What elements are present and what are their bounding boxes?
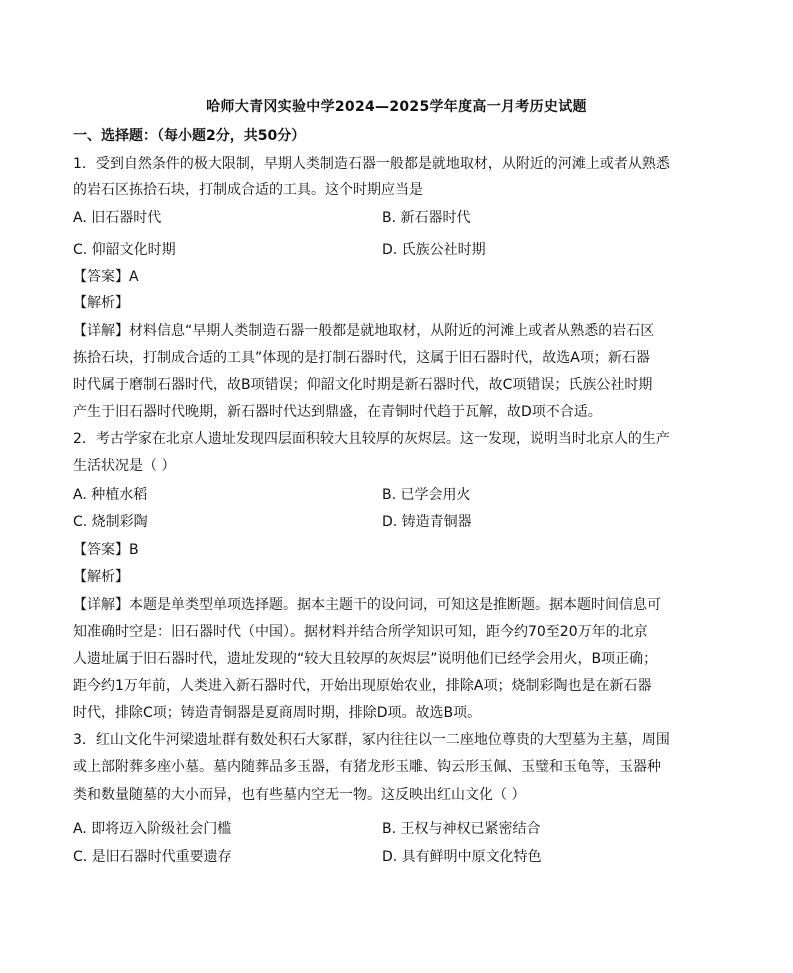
q2-detail-line-1: 【详解】本题是单类型单项选择题。据本主题干的设问词，可知这是推断题。据本题时间信息可 [73, 597, 661, 613]
q2-detail-line-5: 时代，排除C项；铸造青铜器是夏商周时期，排除D项。故选B项。 [73, 705, 482, 721]
q3-stem-line-2: 或上部附葬多座小墓。墓内随葬品多玉器，有猪龙形玉雕、钩云形玉佩、玉璧和玉龟等，玉器种 [73, 759, 661, 775]
q2-stem-line-2: 生活状况是（ ） [73, 458, 176, 474]
q1-detail-line-3: 时代属于磨制石器时代，故B项错误；仰韶文化时期是新石器时代，故C项错误；氏族公社时期 [73, 377, 653, 393]
q2-option-a: A. 种植水稻 [73, 487, 148, 503]
page-title: 哈师大青冈实验中学2024—2025学年度高一月考历史试题 [206, 99, 587, 115]
q1-option-c: C. 仰韶文化时期 [73, 242, 176, 258]
q3-option-a: A. 即将迈入阶级社会门槛 [73, 821, 232, 837]
q3-stem-line-1: 3．红山文化牛河梁遗址群有数处积石大冢群，冢内往往以一二座地位尊贵的大型墓为主墓，周围 [73, 732, 670, 748]
q2-detail-line-4: 距今约1万年前，人类进入新石器时代，开始出现原始农业，排除A项；烧制彩陶也是在新石器 [73, 678, 652, 694]
q2-stem-line-1: 2．考古学家在北京人遗址发现四层面积较大且较厚的灰烬层。这一发现，说明当时北京人的生产 [73, 431, 670, 447]
q1-option-d: D. 氏族公社时期 [382, 242, 486, 258]
q1-analysis-label: 【解析】 [73, 295, 129, 311]
q2-answer: 【答案】B [73, 542, 139, 558]
q1-detail-line-1: 【详解】材料信息“早期人类制造石器一般都是就地取材，从附近的河滩上或者从熟悉的岩石区 [73, 323, 655, 339]
q2-analysis-label: 【解析】 [73, 569, 129, 585]
q3-option-d: D. 具有鲜明中原文化特色 [382, 849, 542, 865]
q1-detail-line-2: 拣拾石块，打制成合适的工具”体现的是打制石器时代，这属于旧石器时代，故选A项；新石器 [73, 350, 650, 366]
q2-option-b: B. 已学会用火 [382, 487, 471, 503]
q3-option-b: B. 王权与神权已紧密结合 [382, 821, 541, 837]
q2-detail-line-2: 知准确时空是：旧石器时代（中国）。据材料并结合所学知识可知，距今约70至20万年的北京 [73, 624, 648, 640]
section-heading: 一、选择题：（每小题2分，共50分） [73, 128, 306, 144]
q1-option-b: B. 新石器时代 [382, 210, 471, 226]
q2-option-c: C. 烧制彩陶 [73, 514, 148, 530]
q1-option-a: A. 旧石器时代 [73, 210, 162, 226]
q1-stem-line-1: 1．受到自然条件的极大限制，早期人类制造石器一般都是就地取材，从附近的河滩上或者从熟悉 [73, 156, 670, 172]
q3-stem-line-3: 类和数量随墓的大小而异，也有些墓内空无一物。这反映出红山文化（ ） [73, 787, 526, 803]
q2-detail-line-3: 人遗址属于旧石器时代，遗址发现的“较大且较厚的灰烬层”说明他们已经学会用火，B项正确； [73, 651, 658, 667]
q2-option-d: D. 铸造青铜器 [382, 514, 472, 530]
q3-option-c: C. 是旧石器时代重要遗存 [73, 849, 232, 865]
q1-stem-line-2: 的岩石区拣拾石块，打制成合适的工具。这个时期应当是 [73, 182, 423, 198]
q1-detail-line-4: 产生于旧石器时代晚期，新石器时代达到鼎盛，在青铜时代趋于瓦解，故D项不合适。 [73, 404, 602, 420]
q1-answer: 【答案】A [73, 269, 139, 285]
